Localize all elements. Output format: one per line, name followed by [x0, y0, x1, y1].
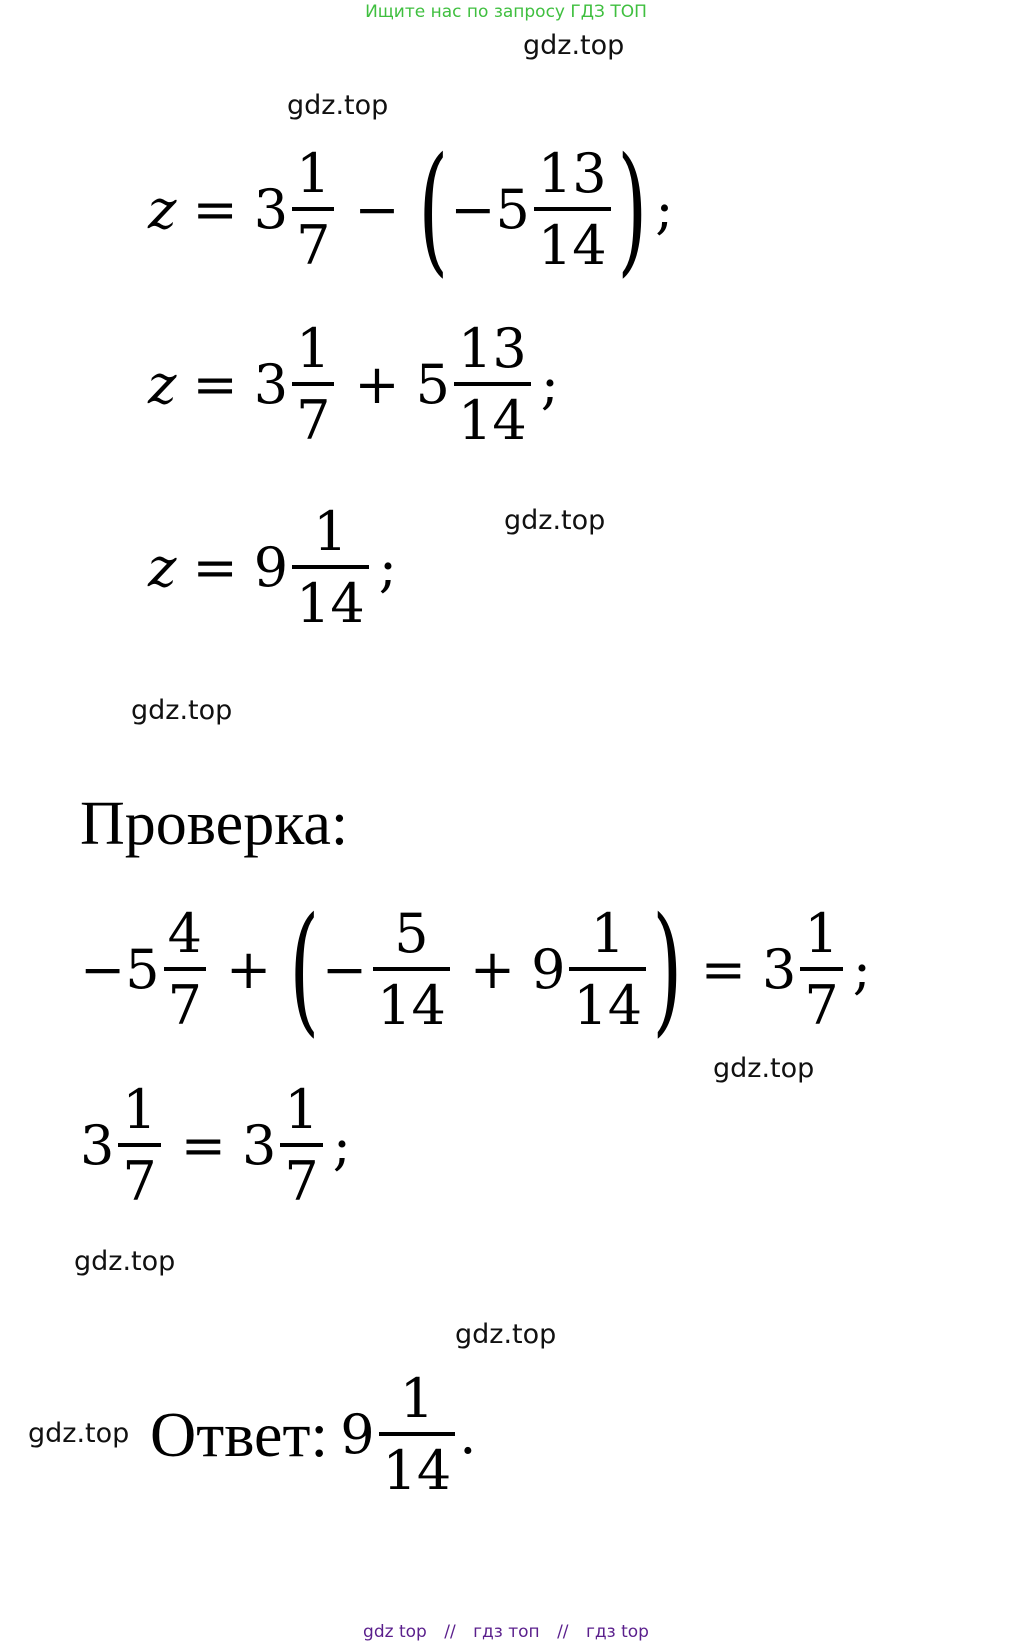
check-heading: Проверка:	[80, 790, 349, 858]
equation-line-2	[148, 317, 559, 452]
fraction	[379, 1367, 456, 1502]
numerator: 13	[537, 142, 607, 205]
whole-part: −5	[450, 178, 530, 241]
check-line-1	[80, 888, 871, 1051]
equals-sign: =	[192, 178, 238, 241]
fraction	[280, 1078, 322, 1213]
left-paren: (	[289, 888, 320, 1051]
variable: z	[148, 353, 177, 416]
equals-sign: =	[700, 938, 747, 1001]
numerator: 13	[458, 317, 527, 380]
watermark: gdz.top	[287, 90, 389, 121]
right-paren: )	[616, 128, 647, 291]
fraction	[454, 317, 531, 452]
footer-link[interactable]: гдз топ	[473, 1622, 540, 1642]
fraction	[164, 902, 206, 1037]
left-paren: (	[417, 128, 449, 291]
fraction	[800, 902, 842, 1037]
minus-sign: −	[354, 178, 400, 241]
semicolon: ;	[332, 1114, 351, 1177]
variable: z	[148, 178, 177, 241]
equals-sign: =	[180, 1114, 226, 1177]
denominator: 7	[292, 207, 334, 273]
whole-part: 3	[253, 353, 289, 416]
equation-line-3	[148, 500, 397, 635]
numerator: 4	[167, 902, 202, 965]
answer-line	[150, 1367, 477, 1502]
watermark: gdz.top	[455, 1319, 557, 1350]
check-line-2	[80, 1078, 351, 1213]
whole-part: 3	[253, 178, 289, 241]
variable: z	[148, 536, 177, 599]
numerator: 1	[804, 902, 839, 965]
denominator: 7	[164, 967, 206, 1033]
whole-part: 9	[253, 536, 289, 599]
denominator: 7	[292, 382, 334, 448]
answer-label: Ответ:	[150, 1399, 329, 1470]
fraction	[292, 500, 369, 635]
watermark: gdz.top	[74, 1246, 176, 1277]
denominator: 14	[379, 1432, 456, 1498]
denominator: 7	[118, 1143, 160, 1209]
numerator: 1	[284, 1078, 319, 1141]
fraction	[569, 902, 646, 1037]
whole-part: 5	[415, 353, 451, 416]
semicolon: ;	[378, 536, 397, 599]
denominator: 14	[292, 565, 369, 631]
watermark: gdz.top	[28, 1418, 130, 1449]
period: .	[459, 1403, 477, 1466]
whole-part: 9	[531, 938, 566, 1001]
watermark: gdz.top	[504, 505, 606, 536]
equals-sign: =	[192, 353, 238, 416]
watermark: gdz.top	[713, 1053, 815, 1084]
denominator: 14	[534, 207, 611, 273]
fraction	[373, 902, 450, 1037]
denominator: 7	[280, 1143, 322, 1209]
whole-part: 3	[762, 938, 797, 1001]
footer-separator: //	[557, 1622, 569, 1642]
numerator: 1	[122, 1078, 157, 1141]
numerator: 1	[296, 142, 331, 205]
watermark: gdz.top	[131, 695, 233, 726]
fraction	[292, 142, 334, 277]
semicolon: ;	[655, 178, 674, 241]
watermark: gdz.top	[523, 30, 625, 61]
plus-sign: +	[354, 353, 400, 416]
whole-part: 9	[340, 1403, 375, 1466]
denominator: 14	[373, 967, 450, 1033]
search-banner: Ищите нас по запросу ГДЗ ТОП	[365, 2, 647, 22]
equals-sign: =	[192, 536, 238, 599]
minus-sign: −	[321, 938, 368, 1001]
footer-link[interactable]: гдз top	[585, 1622, 649, 1642]
denominator: 7	[800, 967, 842, 1033]
semicolon: ;	[852, 938, 871, 1001]
plus-sign: +	[225, 938, 272, 1001]
fraction	[292, 317, 334, 452]
numerator: 1	[296, 317, 331, 380]
plus-sign: +	[469, 938, 516, 1001]
equation-line-1	[148, 128, 674, 291]
numerator: 1	[399, 1367, 435, 1430]
fraction	[118, 1078, 160, 1213]
right-paren: )	[652, 888, 683, 1051]
numerator: 1	[590, 902, 625, 965]
denominator: 14	[569, 967, 646, 1033]
denominator: 14	[454, 382, 531, 448]
numerator: 1	[313, 500, 348, 563]
whole-part: 3	[80, 1114, 115, 1177]
semicolon: ;	[540, 353, 559, 416]
footer-separator: //	[444, 1622, 456, 1642]
whole-part: −5	[80, 938, 160, 1001]
whole-part: 3	[241, 1114, 277, 1177]
footer-link[interactable]: gdz top	[363, 1622, 427, 1642]
numerator: 5	[394, 902, 429, 965]
fraction	[534, 142, 611, 277]
footer-links	[0, 1622, 1012, 1642]
